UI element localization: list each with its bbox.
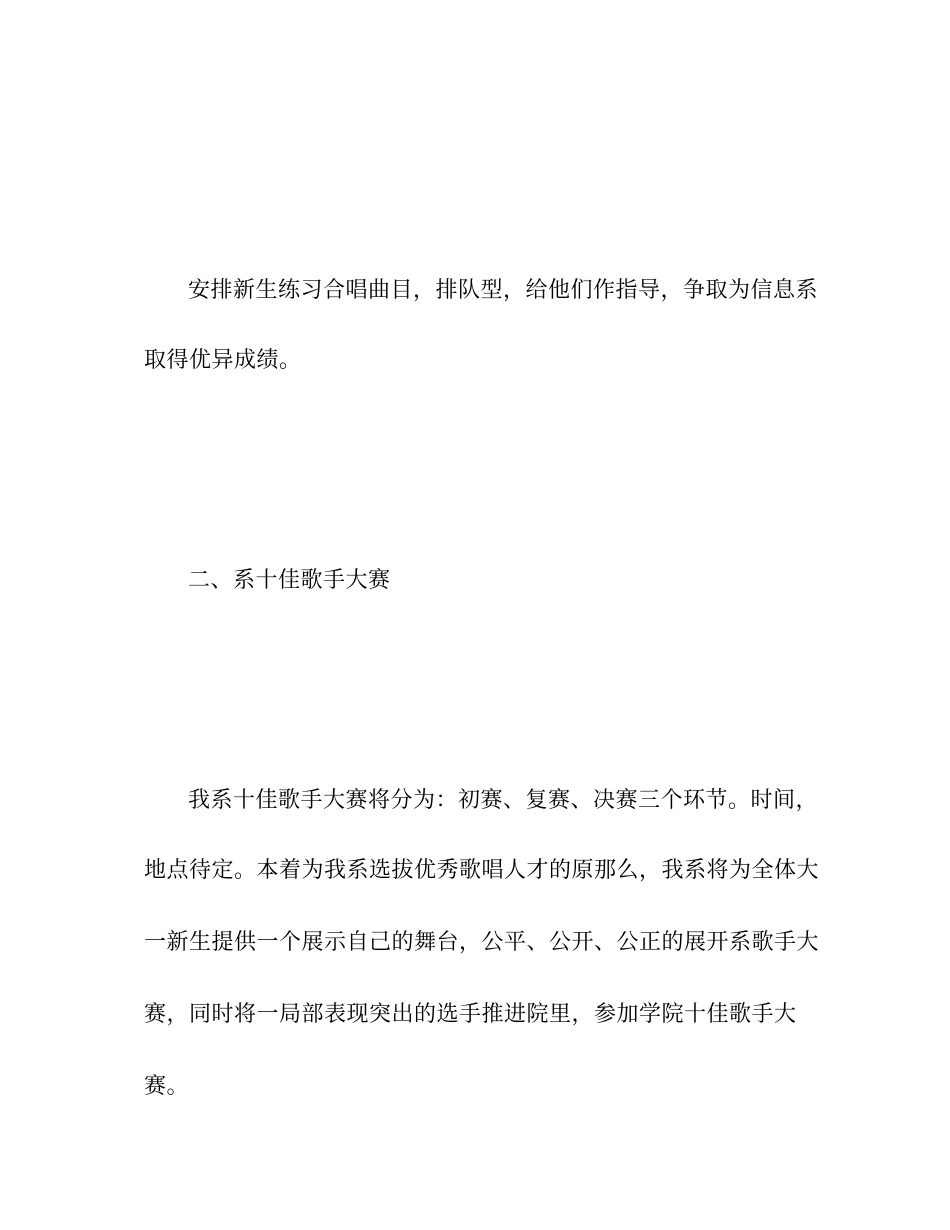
section-heading-2: 二、系十佳歌手大赛	[188, 568, 391, 593]
paragraph-2-line-2: 地点待定。本着为我系选拔优秀歌唱人才的原那么，我系将为全体大	[144, 858, 820, 883]
paragraph-1-line-2: 取得优异成绩。	[144, 348, 302, 373]
paragraph-2-line-5: 赛。	[144, 1074, 190, 1099]
paragraph-2-line-3: 一新生提供一个展示自己的舞台，公平、公开、公正的展开系歌手大	[144, 930, 820, 955]
paragraph-2-line-4: 赛，同时将一局部表现突出的选手推进院里，参加学院十佳歌手大	[144, 1002, 797, 1027]
paragraph-1-line-1: 安排新生练习合唱曲目，排队型，给他们作指导，争取为信息系	[188, 278, 819, 303]
paragraph-2-line-1: 我系十佳歌手大赛将分为：初赛、复赛、决赛三个环节。时间，	[188, 788, 819, 813]
